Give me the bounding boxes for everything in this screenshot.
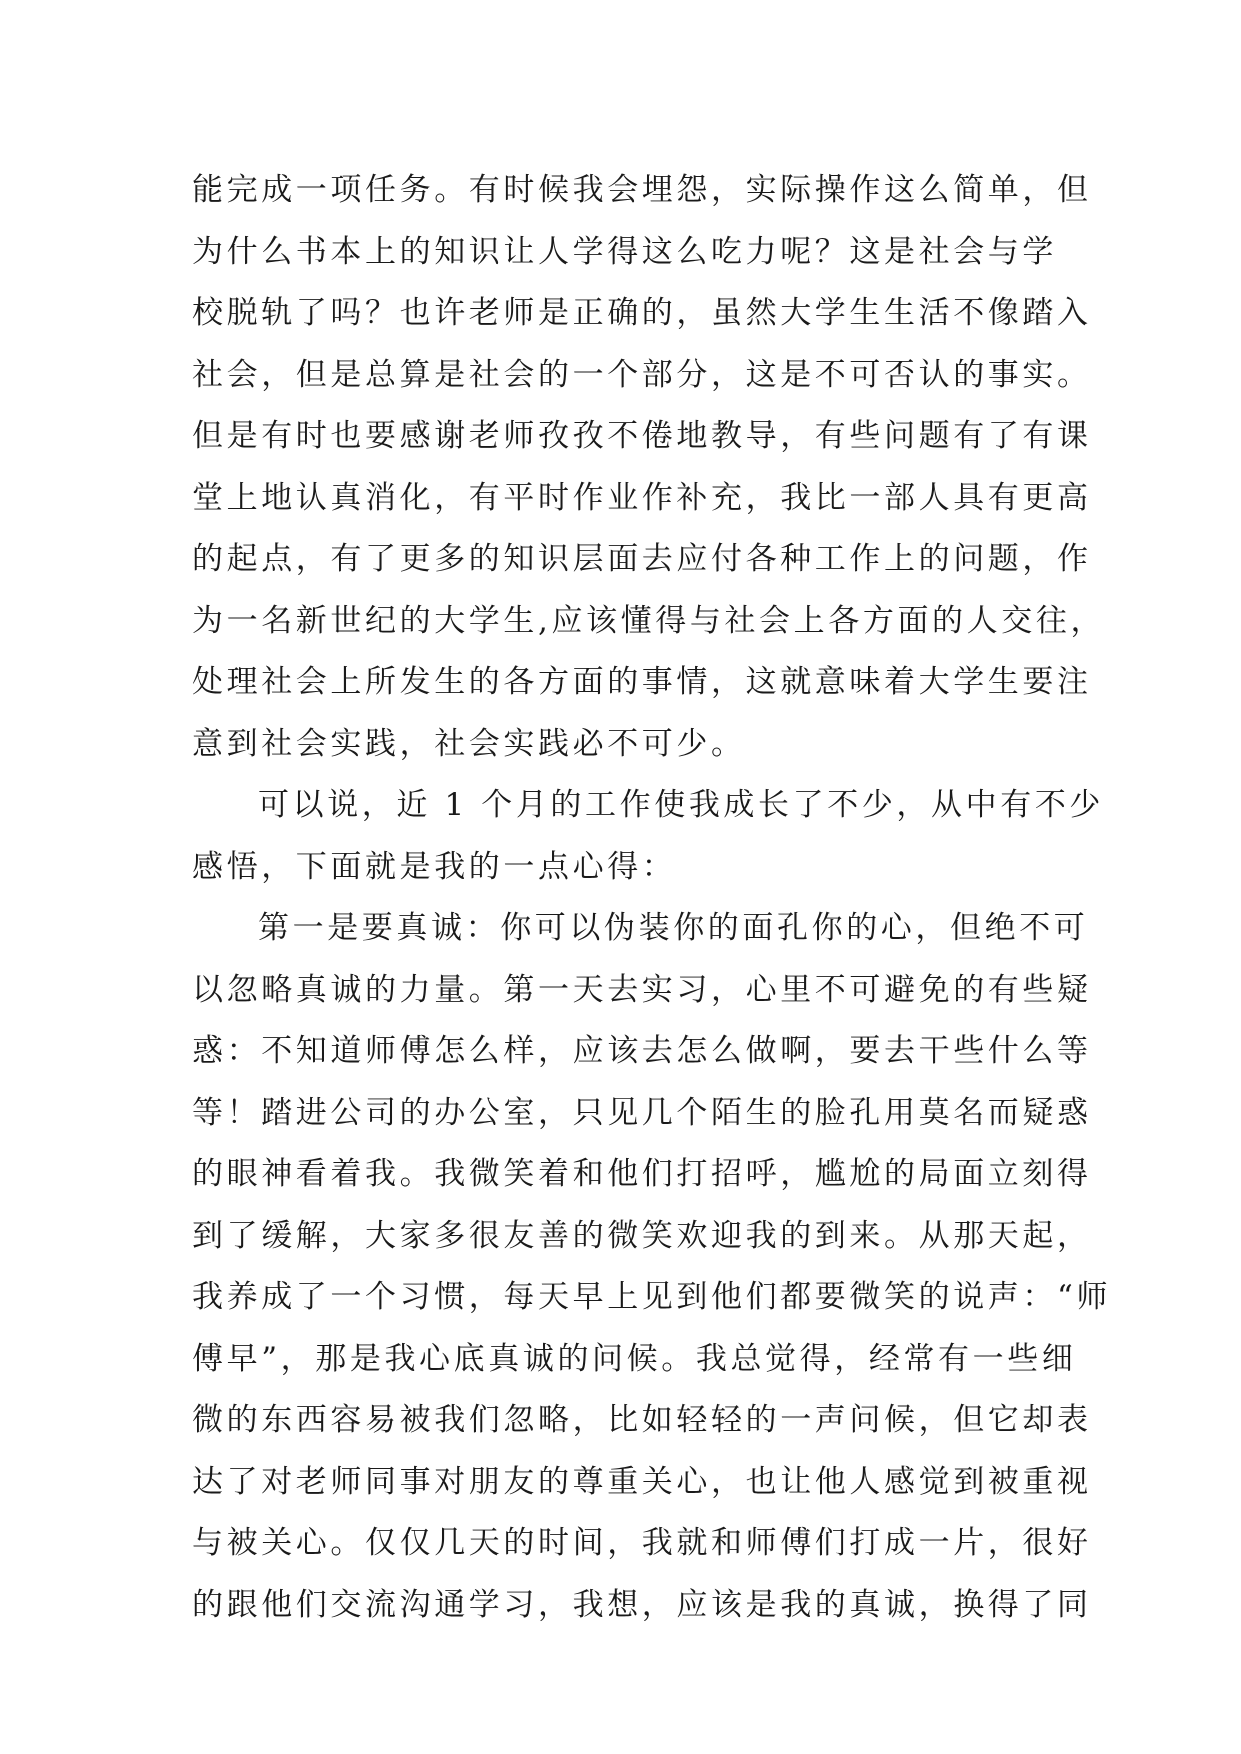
text-line: 达了对老师同事对朋友的尊重关心，也让他人感觉到被重视 — [192, 1463, 1092, 1500]
text-line: 处理社会上所发生的各方面的事情，这就意味着大学生要注 — [192, 664, 1092, 700]
text-line: 与被关心。仅仅几天的时间，我就和师傅们打成一片，很好 — [192, 1525, 1092, 1561]
body-text — [192, 160, 1112, 1636]
text-line: 感悟，下面就是我的一点心得： — [192, 848, 677, 885]
text-line: 傅早”，那是我心底真诚的问候。我总觉得，经常有一些细 — [192, 1340, 1077, 1377]
text-line: 意到社会实践，社会实践必不可少。 — [192, 725, 746, 762]
text-line: 的眼神看着我。我微笑着和他们打招呼，尴尬的局面立刻得 — [192, 1156, 1092, 1192]
paragraph-first-line: 可以说，近 1 个月的工作使我成长了不少，从中有不少 — [258, 787, 1105, 823]
text-line: 为一名新世纪的大学生,应该懂得与社会上各方面的人交往， — [192, 602, 1106, 639]
text-line: 能完成一项任务。有时候我会埋怨，实际操作这么简单，但 — [192, 172, 1092, 208]
text-line: 到了缓解，大家多很友善的微笑欢迎我的到来。从那天起， — [192, 1217, 1092, 1254]
text-line: 堂上地认真消化，有平时作业作补充，我比一部人具有更高 — [192, 479, 1092, 516]
text-line: 微的东西容易被我们忽略，比如轻轻的一声问候，但它却表 — [192, 1402, 1092, 1438]
text-line: 的跟他们交流沟通学习，我想，应该是我的真诚，换得了同 — [192, 1586, 1092, 1623]
text-line: 但是有时也要感谢老师孜孜不倦地教导，有些问题有了有课 — [192, 418, 1092, 454]
text-line: 的起点，有了更多的知识层面去应付各种工作上的问题，作 — [192, 541, 1092, 577]
text-line: 惑：不知道师傅怎么样，应该去怎么做啊，要去干些什么等 — [192, 1033, 1092, 1069]
text-line: 我养成了一个习惯，每天早上见到他们都要微笑的说声：“师 — [192, 1279, 1112, 1315]
text-line: 等！踏进公司的办公室，只见几个陌生的脸孔用莫名而疑惑 — [192, 1094, 1092, 1131]
text-line: 以忽略真诚的力量。第一天去实习，心里不可避免的有些疑 — [192, 971, 1092, 1008]
paragraph-first-line: 第一是要真诚：你可以伪装你的面孔你的心，但绝不可 — [258, 910, 1089, 946]
text-line: 为什么书本上的知识让人学得这么吃力呢？这是社会与学 — [192, 233, 1057, 270]
text-line: 社会，但是总算是社会的一个部分，这是不可否认的事实。 — [192, 356, 1092, 393]
text-line: 校脱轨了吗？也许老师是正确的，虽然大学生生活不像踏入 — [192, 295, 1092, 331]
